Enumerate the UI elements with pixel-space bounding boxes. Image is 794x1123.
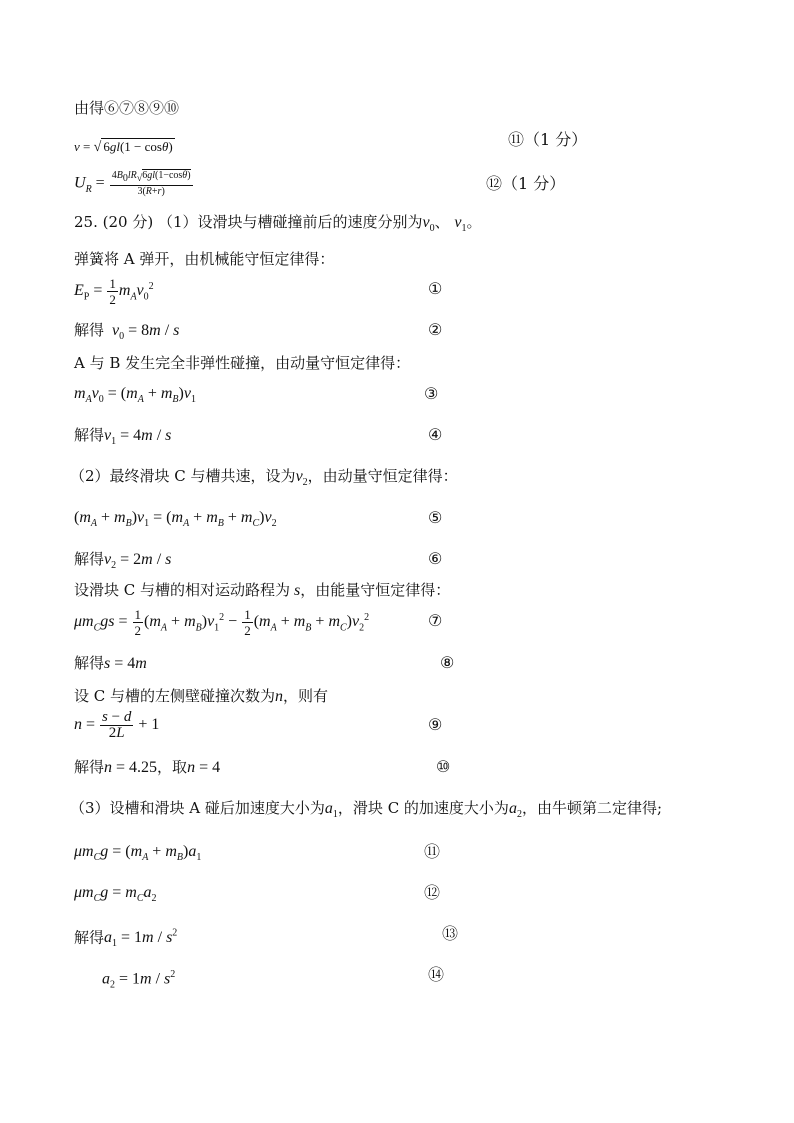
marker-13: ⑬ [442,924,459,943]
eq-v: v = √ 6gl(1 − cosθ) [74,139,173,155]
result-n: 解得n = 4.25，取n = 4 [74,758,221,776]
marker-8: ⑧ [440,653,455,672]
part-3-heading: （3）设槽和滑块 A 碰后加速度大小为$a_1$，滑块 C 的加速度大小为$a_2$，由牛顿第二定律得; [70,799,662,821]
marker-14: ⑭ [428,965,445,984]
marker-11-score: ⑪（1 分） [508,130,588,149]
result-v2: 解得$v_2 = 2m / s$ [74,550,172,572]
eq-momentum-abc: $(m_A + m_B)v_1 = (m_A + m_B + m_C)v_2$ [74,509,277,530]
result-a1: 解得$a_1 = 1m / s^2$ [74,928,178,950]
problem-25-heading: 25. (20 分) （1）设滑块与槽碰撞前后的速度分别为$v_0$、 $v_1$。 [74,213,482,235]
line-derive: 由得⑥⑦⑧⑨⑩ [74,99,180,117]
eq-energy: $\mu m_Cgs$ = $\frac{1}{2}$ $(m_A + m_B)v_1^2$ − $\frac{1}{2}$ $(m_A + m_B + m_C)v_2^2$ [74,607,370,638]
marker-6: ⑥ [428,549,443,568]
ur-fraction: $\frac{4B_0lR_√6gl(1-\cos\theta)}{3(R+r)}$ [111,170,191,197]
eq-n: n = $\frac{s - d}{2L}$ + 1 [74,709,160,741]
result-v1: 解得$v_1 = 4m / s$ [74,426,172,448]
marker-10: ⑩ [436,757,451,776]
result-v0: 解得 $v_0 = 8m / s$ [74,321,180,343]
eq-a2: $\mu m_Cg = m_Ca_2$ [74,884,157,905]
ab-collision-text: A 与 B 发生完全非弹性碰撞，由动量守恒定律得： [74,354,411,372]
part-2-heading: （2）最终滑块 C 与槽共速，设为$v_2$，由动量守恒定律得： [70,467,458,489]
marker-12: ⑫ [424,883,441,902]
spring-text: 弹簧将 A 弹开，由机械能守恒定律得： [74,250,335,268]
eq-momentum-ab: $m_Av_0 = (m_A + m_B)v_1$ [74,385,196,406]
marker-3: ③ [424,384,439,403]
eq-ep: $E_P$ = $\frac{1}{2}$ $m_Av_0^2$ [74,276,154,307]
result-s: 解得s = 4m [74,654,147,672]
marker-12-score: ⑫（1 分） [486,174,566,193]
marker-2: ② [428,320,443,339]
marker-11: ⑪ [424,842,441,861]
marker-1: ① [428,279,443,298]
eq-ur: $U_R$ = $\frac{4B_0lR_√6gl(1-\cos\theta)}{3(R+r)}$ [74,170,191,197]
marker-7: ⑦ [428,611,443,630]
count-text: 设 C 与槽的左侧壁碰撞次数为n，则有 [74,687,329,705]
eq-a1: $\mu m_Cg = (m_A + m_B)a_1$ [74,843,202,864]
path-text: 设滑块 C 与槽的相对运动路程为 s，由能量守恒定律得： [74,581,451,599]
marker-4: ④ [428,425,443,444]
marker-9: ⑨ [428,715,443,734]
result-a2: $a_2 = 1m / s^2$ [102,969,176,991]
marker-5: ⑤ [428,508,443,527]
